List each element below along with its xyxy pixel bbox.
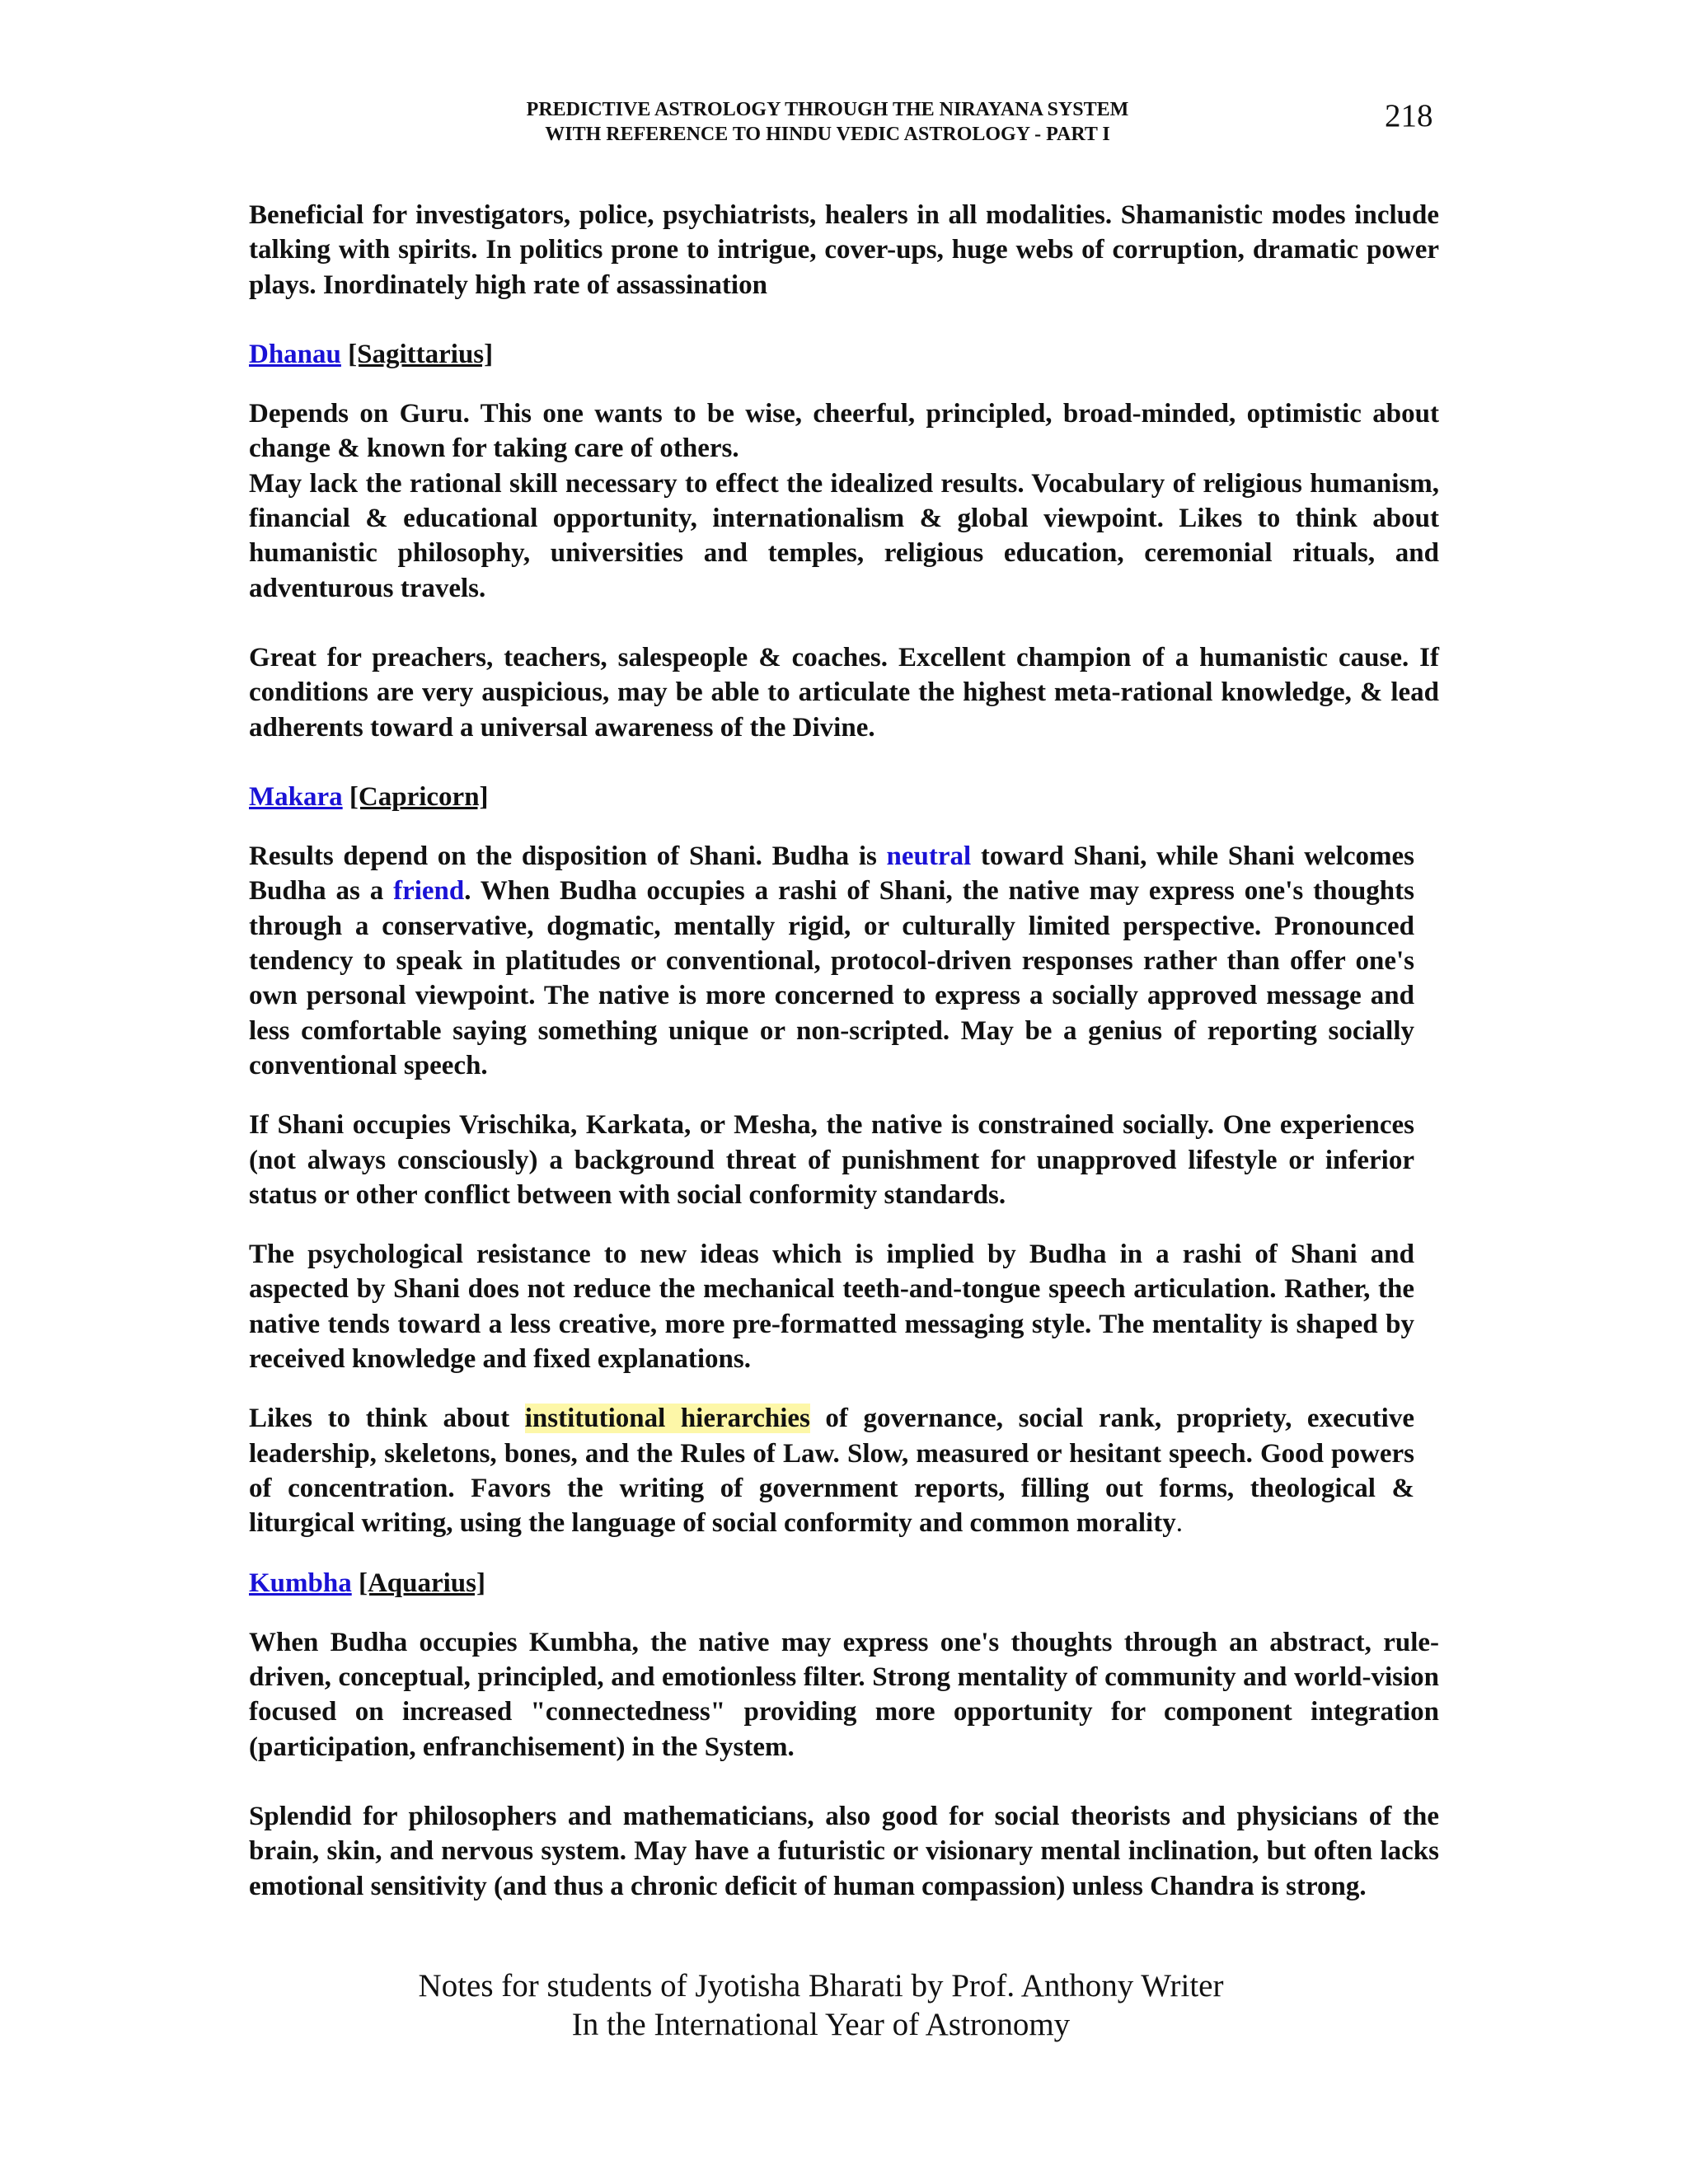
dhanau-paragraph-1a: Depends on Guru. This one wants to be wise, cheerful, principled, broad-minded, optimistic about change & known for taking care of others. — [249, 399, 1439, 464]
dhanau-paragraph-1b: May lack the rational skill necessary to effect the idealized results. Vocabulary of religious humanism, financial & educational opportunity, internationalism & global viewpoint. Likes to think about humanistic philosophy, universities and temples, religious education, ceremonial rituals, and adventurous travels. — [249, 468, 1439, 603]
running-header — [0, 97, 1688, 147]
makara-p1-text-b: toward Shani, while Shani welcomes Budha as a — [249, 841, 1414, 907]
footer-line-1: Notes for students of Jyotisha Bharati by Prof. Anthony Writer — [418, 1968, 1224, 2004]
makara-p4-text-b: of governance, social rank, propriety, executive leadership, skeletons, bones, and the Rules of Law. Slow, measured or hesitant speech. Good powers of concentration. Favors the writing of government reports, filling out forms, theological & liturgical writing, using the language of social conformity and common morality — [249, 1404, 1414, 1539]
kumbha-paragraph-1: When Budha occupies Kumbha, the native may express one's thoughts through an abstract, rule-driven, conceptual, principled, and emotionless filter. Strong mentality of community and world-vision focused on increased "connectedness" providing more opportunity for component integration (participation, enfranchisement) in the System. — [249, 1627, 1439, 1762]
header-line-2: WITH REFERENCE TO HINDU VEDIC ASTROLOGY - PART I — [545, 124, 1110, 145]
header-line-1: PREDICTIVE ASTROLOGY THROUGH THE NIRAYANA SYSTEM — [526, 99, 1129, 120]
highlighted-phrase: institutional hierarchies — [524, 1404, 810, 1434]
friend-link[interactable]: friend — [393, 876, 465, 907]
section-heading-makara — [249, 780, 1439, 814]
makara-p4-text-a: Likes to think about — [249, 1404, 525, 1434]
makara-link[interactable]: Makara — [249, 781, 343, 812]
section-heading-dhanau — [249, 337, 1439, 372]
dhanau-link[interactable]: Dhanau — [249, 339, 341, 369]
makara-p1-text-a: Results depend on the disposition of Shani. Budha is — [249, 841, 887, 872]
neutral-link[interactable]: neutral — [886, 841, 972, 872]
dhanau-paragraph-2: Great for preachers, teachers, salespeople & coaches. Excellent champion of a humanistic cause. If conditions are very auspicious, may be able to articulate the highest meta-rational knowledge, & lead adherents toward a universal awareness of the Divine. — [249, 642, 1439, 743]
dhanau-english-name: [Sagittarius] — [348, 339, 494, 369]
makara-p1-text-c: . When Budha occupies a rashi of Shani, the native may express one's thoughts through a conservative, dogmatic, mentally rigid, or culturally limited perspective. Pronounced tendency to speak in platitudes or conventional, protocol-driven responses rather than offer one's own personal viewpoint. The native is more concerned to express a socially approved message and less comfortable saying something unique or non-scripted. May be a genius of reporting socially conventional speech. — [249, 876, 1414, 1080]
makara-paragraph-3: The psychological resistance to new ideas which is implied by Budha in a rashi of Shani and aspected by Shani does not reduce the mechanical teeth-and-tongue speech articulation. Rather, the native tends toward a less creative, more pre-formatted messaging style. The mentality is shaped by received knowledge and fixed explanations. — [249, 1240, 1414, 1375]
makara-p4-end: . — [1175, 1508, 1183, 1539]
kumbha-english-name: [Aquarius] — [358, 1568, 485, 1598]
page-body — [249, 198, 1439, 1904]
makara-paragraph-4 — [249, 1401, 1414, 1540]
kumbha-link[interactable]: Kumbha — [249, 1568, 352, 1598]
footer-line-2: In the International Year of Astronomy — [571, 2007, 1071, 2042]
makara-paragraph-1 — [249, 839, 1414, 1083]
kumbha-paragraph-2: Splendid for philosophers and mathematicians, also good for social theorists and physicians of the brain, skin, and nervous system. May have a futuristic or visionary mental inclination, but often lacks emotional sensitivity (and thus a chronic deficit of human compassion) unless Chandra is strong. — [249, 1801, 1439, 1901]
makara-paragraph-2: If Shani occupies Vrischika, Karkata, or Mesha, the native is constrained socially. One experiences (not always consciously) a background threat of punishment for unapproved lifestyle or inferior status or other conflict between with social conformity standards. — [249, 1110, 1414, 1210]
intro-paragraph: Beneficial for investigators, police, psychiatrists, healers in all modalities. Shamanistic modes include talking with spirits. In politics prone to intrigue, cover-ups, huge webs of corruption, dramatic power plays. Inordinately high rate of assassination — [249, 200, 1439, 300]
makara-english-name: [Capricorn] — [349, 781, 489, 812]
section-heading-kumbha — [249, 1566, 1439, 1601]
page-number: 218 — [1385, 98, 1433, 134]
page-footer — [0, 1966, 1688, 2044]
